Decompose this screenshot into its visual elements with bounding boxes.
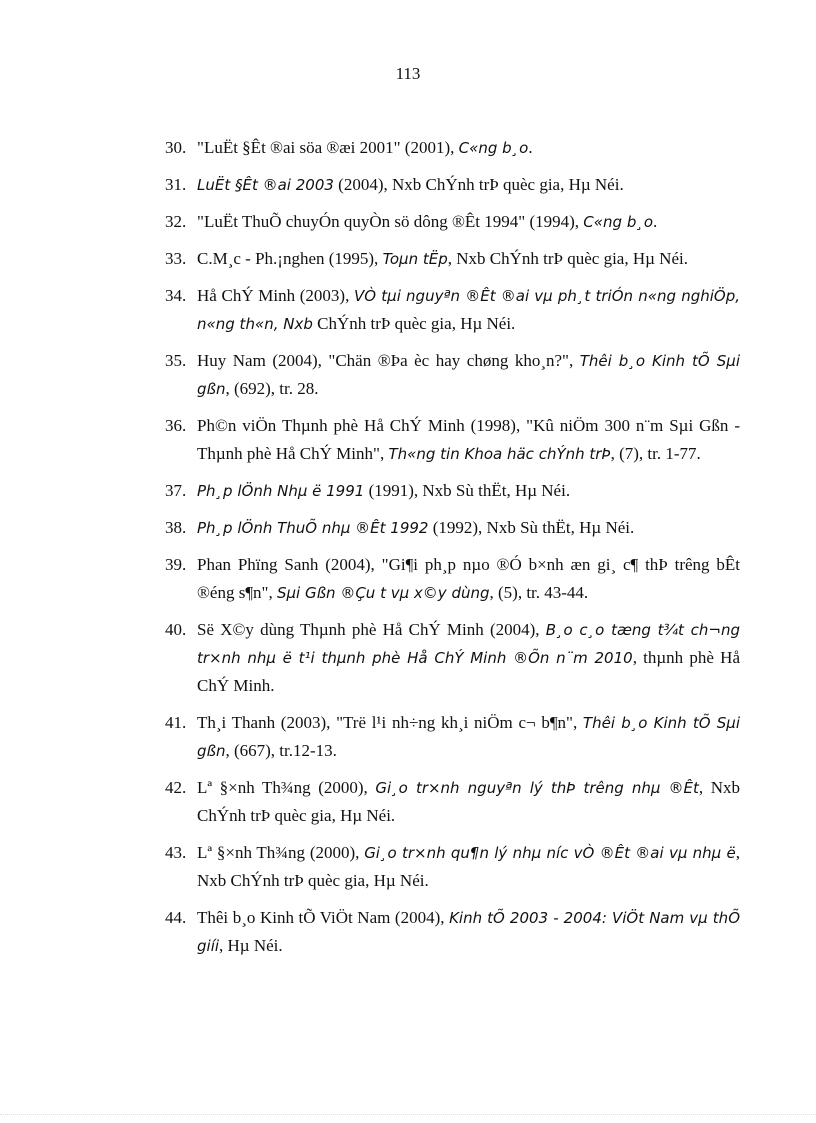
reference-text: Th¸i Thanh (2003), "Trë l¹i nh÷ng kh¸i niÖm c¬ b¶n", xyxy=(197,713,583,732)
reference-title-italic: Thêi b¸o Kinh tÕ Sµi gßn xyxy=(197,714,740,760)
reference-number: 33. xyxy=(165,249,187,268)
reference-number: 35. xyxy=(165,351,187,370)
reference-item xyxy=(134,171,740,199)
reference-title-italic: C«ng b¸o xyxy=(583,213,654,231)
reference-number: 31. xyxy=(165,175,187,194)
reference-text: , Nxb ChÝnh trÞ quèc gia, Hµ Néi. xyxy=(447,249,688,268)
reference-text: Së X©y dùng Thµnh phè Hå ChÝ Minh (2004), xyxy=(197,620,546,639)
reference-number: 34. xyxy=(165,286,187,305)
reference-title-italic: Ph¸p lÖnh ThuÕ nhµ ®Êt 1992 xyxy=(197,519,429,537)
reference-text: Lª §×nh Th¾ng (2000), xyxy=(197,843,365,862)
reference-title-italic: Th«ng tin Khoa häc chÝnh trÞ xyxy=(388,445,611,463)
reference-text: Phan Phïng Sanh (2004), "Gi¶i ph¸p nµo ®Ó b×nh æn gi¸ c¶ thÞ trêng bÊt ®éng s¶n", xyxy=(197,555,740,602)
reference-item xyxy=(134,839,740,895)
reference-text: "LuËt ThuÕ chuyÓn quyÒn sö dông ®Êt 1994" (1994), xyxy=(197,212,584,231)
reference-item xyxy=(134,904,740,960)
reference-title-italic: Kinh tÕ 2003 - 2004: ViÖt Nam vµ thÕ giíi xyxy=(197,909,740,955)
reference-text: ChÝnh trÞ quèc gia, Hµ Néi. xyxy=(312,314,516,333)
reference-text: Lª §×nh Th¾ng (2000), xyxy=(197,778,376,797)
reference-number: 36. xyxy=(165,416,187,435)
reference-text: , Nxb ChÝnh trÞ quèc gia, Hµ Néi. xyxy=(197,778,741,825)
reference-item xyxy=(134,551,740,607)
reference-item xyxy=(134,514,740,542)
reference-text: , Hµ Néi. xyxy=(219,936,283,955)
reference-item xyxy=(134,282,740,338)
reference-text: "LuËt §Êt ®ai söa ®æi 2001" (2001), xyxy=(197,138,459,157)
reference-text: , thµnh phè Hå ChÝ Minh. xyxy=(197,648,740,695)
reference-item xyxy=(134,774,740,830)
reference-text: , (692), tr. 28. xyxy=(225,379,319,398)
reference-title-italic: Thêi b¸o Kinh tÕ Sµi gßn xyxy=(197,352,740,398)
reference-text: (1992), Nxb Sù thËt, Hµ Néi. xyxy=(428,518,635,537)
reference-title-italic: C«ng b¸o xyxy=(458,139,529,157)
reference-number: 41. xyxy=(165,713,187,732)
reference-text: . xyxy=(653,212,658,231)
reference-item xyxy=(134,709,740,765)
reference-title-italic: Gi¸o tr×nh nguyªn lý thÞ trêng nhµ ®Êt xyxy=(375,779,699,797)
reference-item xyxy=(134,347,740,403)
reference-title-italic: LuËt §Êt ®ai 2003 xyxy=(197,176,334,194)
page-number: 113 xyxy=(395,64,421,83)
reference-text: , (5), tr. 43-44. xyxy=(489,583,589,602)
reference-number: 39. xyxy=(165,555,187,574)
reference-item xyxy=(134,477,740,505)
reference-number: 30. xyxy=(165,138,187,157)
reference-text: . xyxy=(528,138,533,157)
reference-item xyxy=(134,208,740,236)
reference-title-italic: Sµi Gßn ®Çu t vµ x©y dùng xyxy=(276,584,490,602)
reference-number: 40. xyxy=(165,620,187,639)
page-bottom-rule xyxy=(0,1114,816,1115)
reference-title-italic: VÒ tµi nguyªn ®Êt ®ai vµ ph¸t triÓn n«ng nghiÖp, n«ng th«n, Nxb xyxy=(197,287,740,333)
reference-number: 32. xyxy=(165,212,187,231)
reference-number: 42. xyxy=(165,778,187,797)
reference-text: Huy Nam (2004), "Chän ®Þa èc hay chøng kho¸n?", xyxy=(197,351,580,370)
reference-text: Thêi b¸o Kinh tÕ ViÖt Nam (2004), xyxy=(197,908,450,927)
reference-text: , (7), tr. 1-77. xyxy=(610,444,701,463)
reference-item xyxy=(134,134,740,162)
reference-number: 37. xyxy=(165,481,187,500)
reference-number: 38. xyxy=(165,518,187,537)
reference-item xyxy=(134,616,740,700)
reference-number: 44. xyxy=(165,908,187,927)
reference-text: Ph©n viÖn Thµnh phè Hå ChÝ Minh (1998), "Kû niÖm 300 n¨m Sµi Gßn - Thµnh phè Hå ChÝ Minh", xyxy=(197,416,740,463)
reference-text: Hå ChÝ Minh (2003), xyxy=(197,286,355,305)
reference-text: C.M¸c - Ph.¡nghen (1995), xyxy=(197,249,383,268)
reference-title-italic: Ph¸p lÖnh Nhµ ë 1991 xyxy=(197,482,365,500)
reference-text: , (667), tr.12-13. xyxy=(225,741,337,760)
reference-title-italic: B¸o c¸o tæng t¾t ch¬ng tr×nh nhµ ë t¹i thµnh phè Hå ChÝ Minh ®Õn n¨m 2010 xyxy=(197,621,740,667)
reference-text: (2004), Nxb ChÝnh trÞ quèc gia, Hµ Néi. xyxy=(333,175,624,194)
reference-number: 43. xyxy=(165,843,187,862)
reference-title-italic: Toµn tËp xyxy=(382,250,448,268)
reference-text: , Nxb ChÝnh trÞ quèc gia, Hµ Néi. xyxy=(197,843,741,890)
reference-text: (1991), Nxb Sù thËt, Hµ Néi. xyxy=(364,481,571,500)
reference-item xyxy=(134,245,740,273)
reference-item xyxy=(134,412,740,468)
reference-title-italic: Gi¸o tr×nh qu¶n lý nhµ níc vÒ ®Êt ®ai vµ nhµ ë xyxy=(364,844,736,862)
reference-list xyxy=(134,134,740,969)
